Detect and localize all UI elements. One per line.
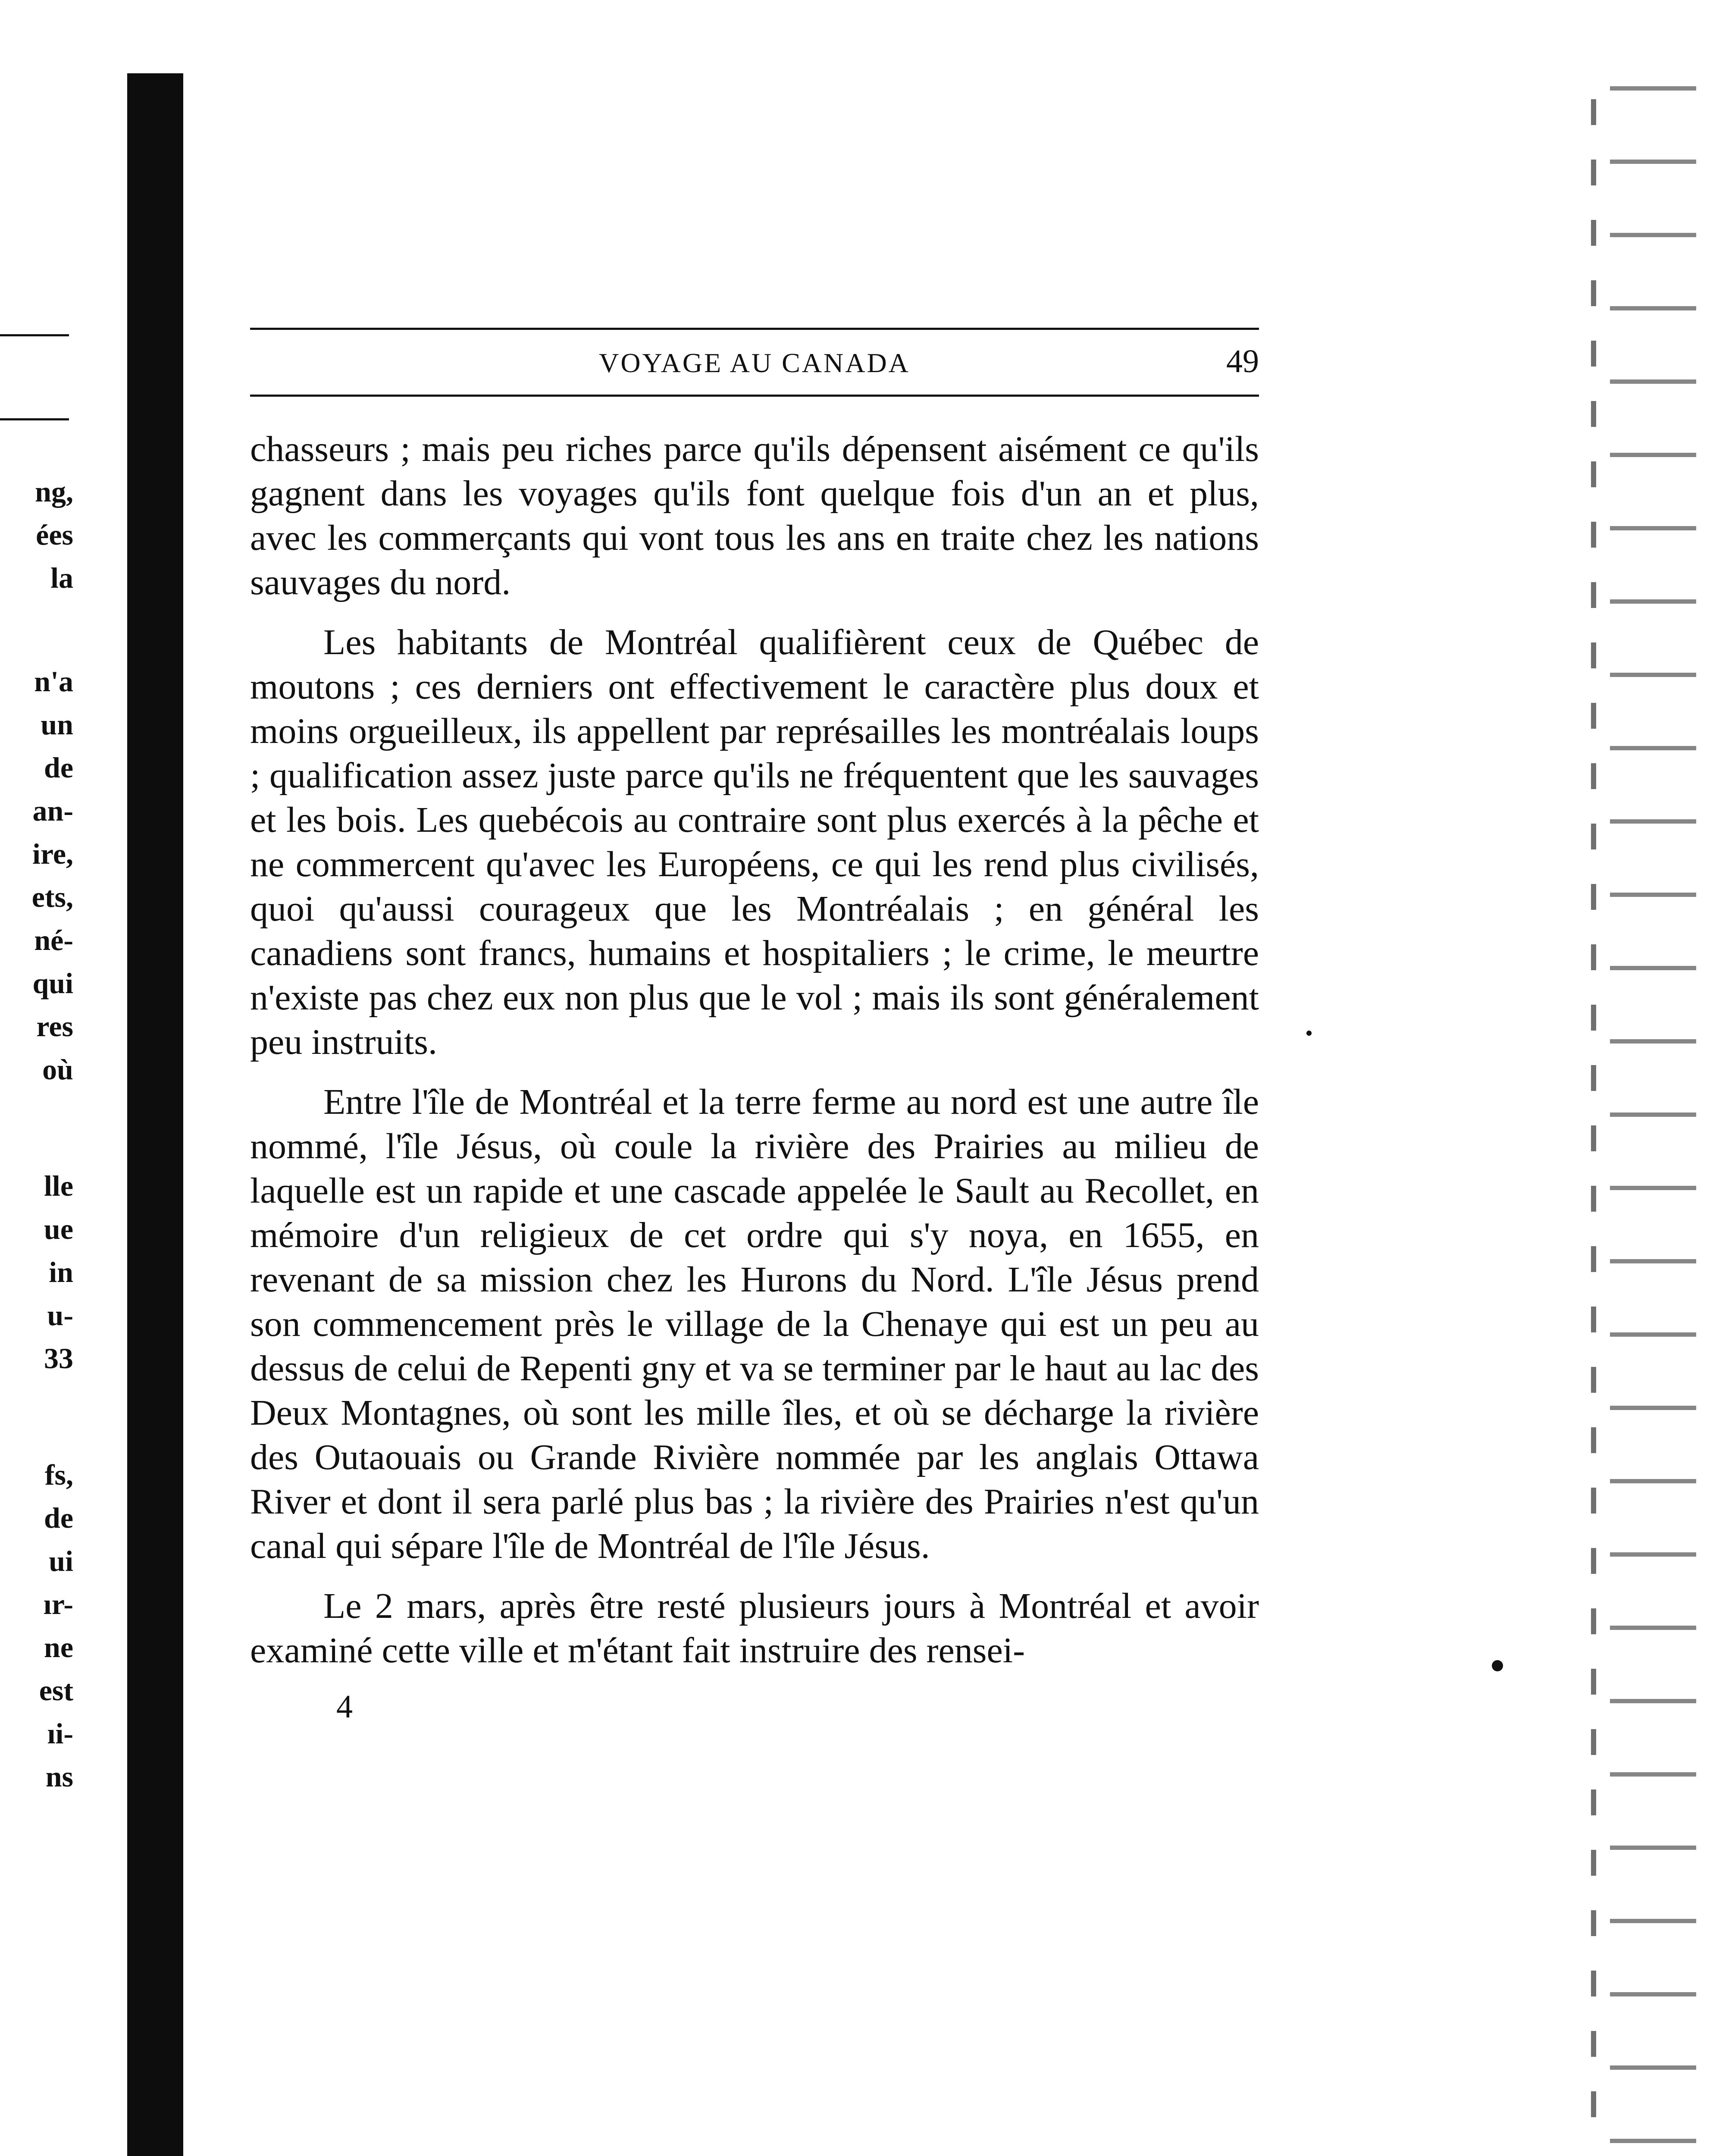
scan-artifacts-edge [1591, 99, 1596, 2134]
facing-page-text: lle [44, 1169, 73, 1202]
facing-page-text: de [44, 751, 73, 784]
facing-page-text: où [42, 1053, 73, 1086]
facing-page-text: ng, [35, 475, 73, 508]
body-text [250, 427, 1259, 1673]
facing-page-text: ne [44, 1631, 73, 1664]
facing-page-text: ue [44, 1213, 73, 1245]
ink-dot [1306, 1031, 1312, 1036]
facing-page-text: fs, [44, 1458, 73, 1491]
facing-page-text: ır- [43, 1588, 73, 1620]
facing-page-text: ées [36, 518, 73, 551]
facing-page-text: un [41, 708, 73, 741]
facing-page-text: an- [32, 794, 73, 827]
paragraph: Les habitants de Montréal qualifièrent ceux de Québec de moutons ; ces derniers ont effectivement le caractère plus doux et moins orgueilleux, ils appellent par représailles les montréalais loups ; qualification assez juste parce qu'ils ne fréquentent que les sauvages et les bois. Les quebécois au contraire sont plus exercés à la pêche et ne commercent qu'avec les Européens, ce qui les rend plus civilisés, quoi qu'aussi courageux que les Montréalais ; en général les canadiens sont francs, humains et hospitaliers ; le crime, le meurtre n'existe pas chez eux non plus que le vol ; mais ils sont généralement peu instruits. [250, 622, 1259, 1062]
book-page [250, 328, 1259, 1726]
facing-page-rule [0, 334, 69, 336]
signature-mark: 4 [336, 1689, 353, 1725]
facing-page-text: in [49, 1256, 73, 1288]
facing-page-text: né- [34, 924, 73, 956]
binding-shadow [127, 73, 183, 2156]
scan-artifacts-right [1610, 86, 1696, 2156]
facing-page-rule [0, 418, 69, 420]
running-title: VOYAGE AU CANADA [599, 348, 910, 378]
facing-page-text: 33 [44, 1342, 73, 1375]
facing-page-text: u- [47, 1299, 73, 1332]
facing-page-fragment [0, 0, 121, 2156]
facing-page-text: la [50, 561, 73, 594]
facing-page-text: ets, [31, 881, 73, 913]
page-number: 49 [1226, 343, 1259, 379]
facing-page-text: qui [32, 967, 73, 1000]
header-rule-bottom [250, 395, 1259, 397]
facing-page-text: est [39, 1674, 73, 1707]
paragraph: chasseurs ; mais peu riches parce qu'ils dépensent aisément ce qu'ils gagnent dans les voyages qu'ils font quelque fois d'un an et plus, avec les commerçants qui vont tous les ans en traite chez les nations sauvages du nord. [250, 429, 1259, 602]
facing-page-text: ns [45, 1760, 73, 1793]
ink-dot [1492, 1660, 1503, 1671]
facing-page-text: ıi- [47, 1717, 73, 1750]
facing-page-text: ire, [32, 837, 73, 870]
paragraph: Entre l'île de Montréal et la terre ferme au nord est une autre île nommé, l'île Jésus, où coule la rivière des Prairies au milieu de laquelle est un rapide et une cascade appelée le Sault au Recollet, en mémoire d'un religieux de cet ordre qui s'y noya, en 1655, en revenant de sa mission chez les Hurons du Nord. L'île Jésus prend son commencement près le village de la Chenaye qui est un peu au dessus de celui de Repenti gny et va se terminer par le haut au lac des Deux Montagnes, où sont les mille îles, et où se décharge la rivière des Outaouais ou Grande Rivière nommée par les anglais Ottawa River et dont il sera parlé plus bas ; la rivière des Prairies n'est qu'un canal qui sépare l'île de Montréal de l'île Jésus. [250, 1082, 1259, 1566]
facing-page-text: n'a [34, 665, 73, 698]
paragraph: Le 2 mars, après être resté plusieurs jours à Montréal et avoir examiné cette ville et m'étant fait instruire des rensei- [250, 1586, 1259, 1670]
facing-page-text: ui [49, 1545, 73, 1577]
running-head [250, 330, 1259, 395]
facing-page-text: de [44, 1501, 73, 1534]
facing-page-text: res [36, 1010, 73, 1043]
